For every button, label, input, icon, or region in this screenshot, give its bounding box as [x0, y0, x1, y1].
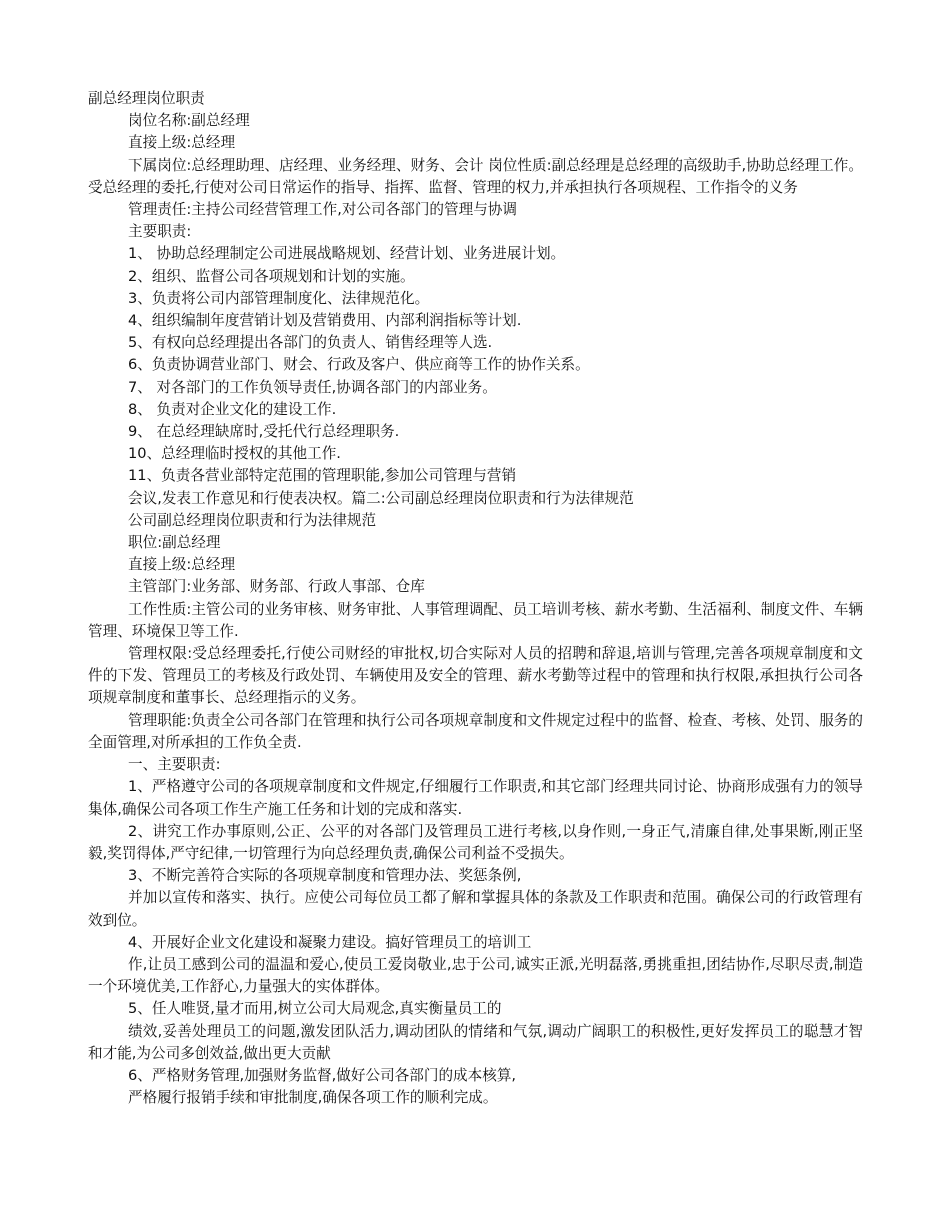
section-paragraph: 并加以宣传和落实、执行。应使公司每位员工都了解和掌握具体的条款及工作职责和范围。确保公司的行政管理有效到位。: [88, 889, 863, 929]
direct-superior-line-2: 直接上级:总经理: [128, 556, 236, 574]
work-nature-paragraph: 工作性质:主管公司的业务审核、财务审批、人事管理调配、员工培训考核、薪水考勤、生活福利、制度文件、车辆管理、环境保卫等工作.: [88, 600, 863, 640]
duty-item: 3、负责将公司内部管理制度化、法律规范化。: [128, 289, 430, 307]
direct-superior-line: 直接上级:总经理: [128, 134, 236, 152]
duty-item: 5、有权向总经理提出各部门的负责人、销售经理等人选.: [128, 334, 493, 352]
position-name-line: 岗位名称:副总经理: [128, 112, 250, 130]
section-paragraph: 6、严格财务管理,加强财务监督,做好公司各部门的成本核算,: [128, 1066, 517, 1084]
duty-item: 1、 协助总经理制定公司进展战略规划、经营计划、业务进展计划。: [128, 245, 566, 263]
management-authority-paragraph: 管理权限:受总经理委托,行使公司财经的审批权,切合实际对人员的招聘和辞退,培训与管理,完善各项规章制度和文件的下发、管理员工的考核及行政处罚、车辆使用及安全的管理、薪水考勤等过程中的管理和执行权限,承担执行公司各项规章制度和董事长、总经理指示的义务。: [88, 645, 863, 707]
duty-item: 7、 对各部门的工作负领导责任,协调各部门的内部业务。: [128, 378, 497, 396]
section-paragraph: 1、严格遵守公司的各项规章制度和文件规定,仔细履行工作职责,和其它部门经理共同讨论、协商形成强有力的领导集体,确保公司各项工作生产施工任务和计划的完成和落实.: [88, 778, 863, 818]
duty-item: 6、负责协调营业部门、财会、行政及客户、供应商等工作的协作关系。: [128, 356, 590, 374]
subordinate-paragraph: 下属岗位:总经理助理、店经理、业务经理、财务、会计 岗位性质:副总经理是总经理的高级助手,协助总经理工作。受总经理的委托,行使对公司日常运作的指导、指挥、监督、管理的权力,并承担执行各项规程、工作指令的义务: [88, 156, 863, 196]
duty-item: 10、总经理临时授权的其他工作.: [128, 445, 341, 463]
departments-line: 主管部门:业务部、财务部、行政人事部、仓库: [128, 578, 425, 596]
management-function-paragraph: 管理职能:负责全公司各部门在管理和执行公司各项规章制度和文件规定过程中的监督、检查、考核、处罚、服务的全面管理,对所承担的工作负全责.: [88, 711, 863, 751]
job-position-line: 职位:副总经理: [128, 534, 221, 552]
section-paragraph: 4、开展好企业文化建设和凝聚力建设。搞好管理员工的培训工: [128, 933, 532, 951]
section-paragraph: 绩效,妥善处理员工的问题,激发团队活力,调动团队的情绪和气氛,调动广阔职工的积极性,更好发挥员工的聪慧才智和才能,为公司多创效益,做出更大贡献: [88, 1022, 863, 1062]
duty-item: 9、 在总经理缺席时,受托代行总经理职务.: [128, 423, 400, 441]
section-paragraph: 2、讲究工作办事原则,公正、公平的对各部门及管理员工进行考核,以身作则,一身正气,清廉自律,处事果断,刚正坚毅,奖罚得体,严守纪律,一切管理行为向总经理负责,确保公司利益不受损失。: [88, 822, 863, 862]
section-paragraph: 严格履行报销手续和审批制度,确保各项工作的顺利完成。: [128, 1089, 498, 1107]
document-title: 副总经理岗位职责: [88, 90, 205, 107]
duty-item: 2、组织、监督公司各项规划和计划的实施。: [128, 267, 415, 285]
management-responsibility-line: 管理责任:主持公司经营管理工作,对公司各部门的管理与协调: [128, 201, 517, 219]
document-page: [88, 88, 863, 1109]
section-paragraph: 3、不断完善符合实际的各项规章制度和管理办法、奖惩条例,: [128, 867, 522, 885]
duty-item: 4、组织编制年度营销计划及营销费用、内部利润指标等计划.: [128, 312, 522, 330]
duty-item: 8、 负责对企业文化的建设工作.: [128, 400, 337, 418]
section-heading: 一、主要职责:: [128, 756, 221, 774]
duty-item: 会议,发表工作意见和行使表决权。篇二:公司副总经理岗位职责和行为法律规范: [128, 489, 634, 507]
section-paragraph: 5、任人唯贤,量才而用,树立公司大局观念,真实衡量员工的: [128, 1000, 502, 1018]
section-paragraph: 作,让员工感到公司的温温和爱心,使员工爱岗敬业,忠于公司,诚实正派,光明磊落,勇挑重担,团结协作,尽职尽责,制造一个环境优美,工作舒心,力量强大的实体群体。: [88, 955, 863, 996]
part-two-title: 公司副总经理岗位职责和行为法律规范: [128, 511, 377, 529]
duty-item: 11、负责各营业部特定范围的管理职能,参加公司管理与营销: [128, 467, 517, 485]
main-duties-heading: 主要职责:: [128, 223, 192, 241]
